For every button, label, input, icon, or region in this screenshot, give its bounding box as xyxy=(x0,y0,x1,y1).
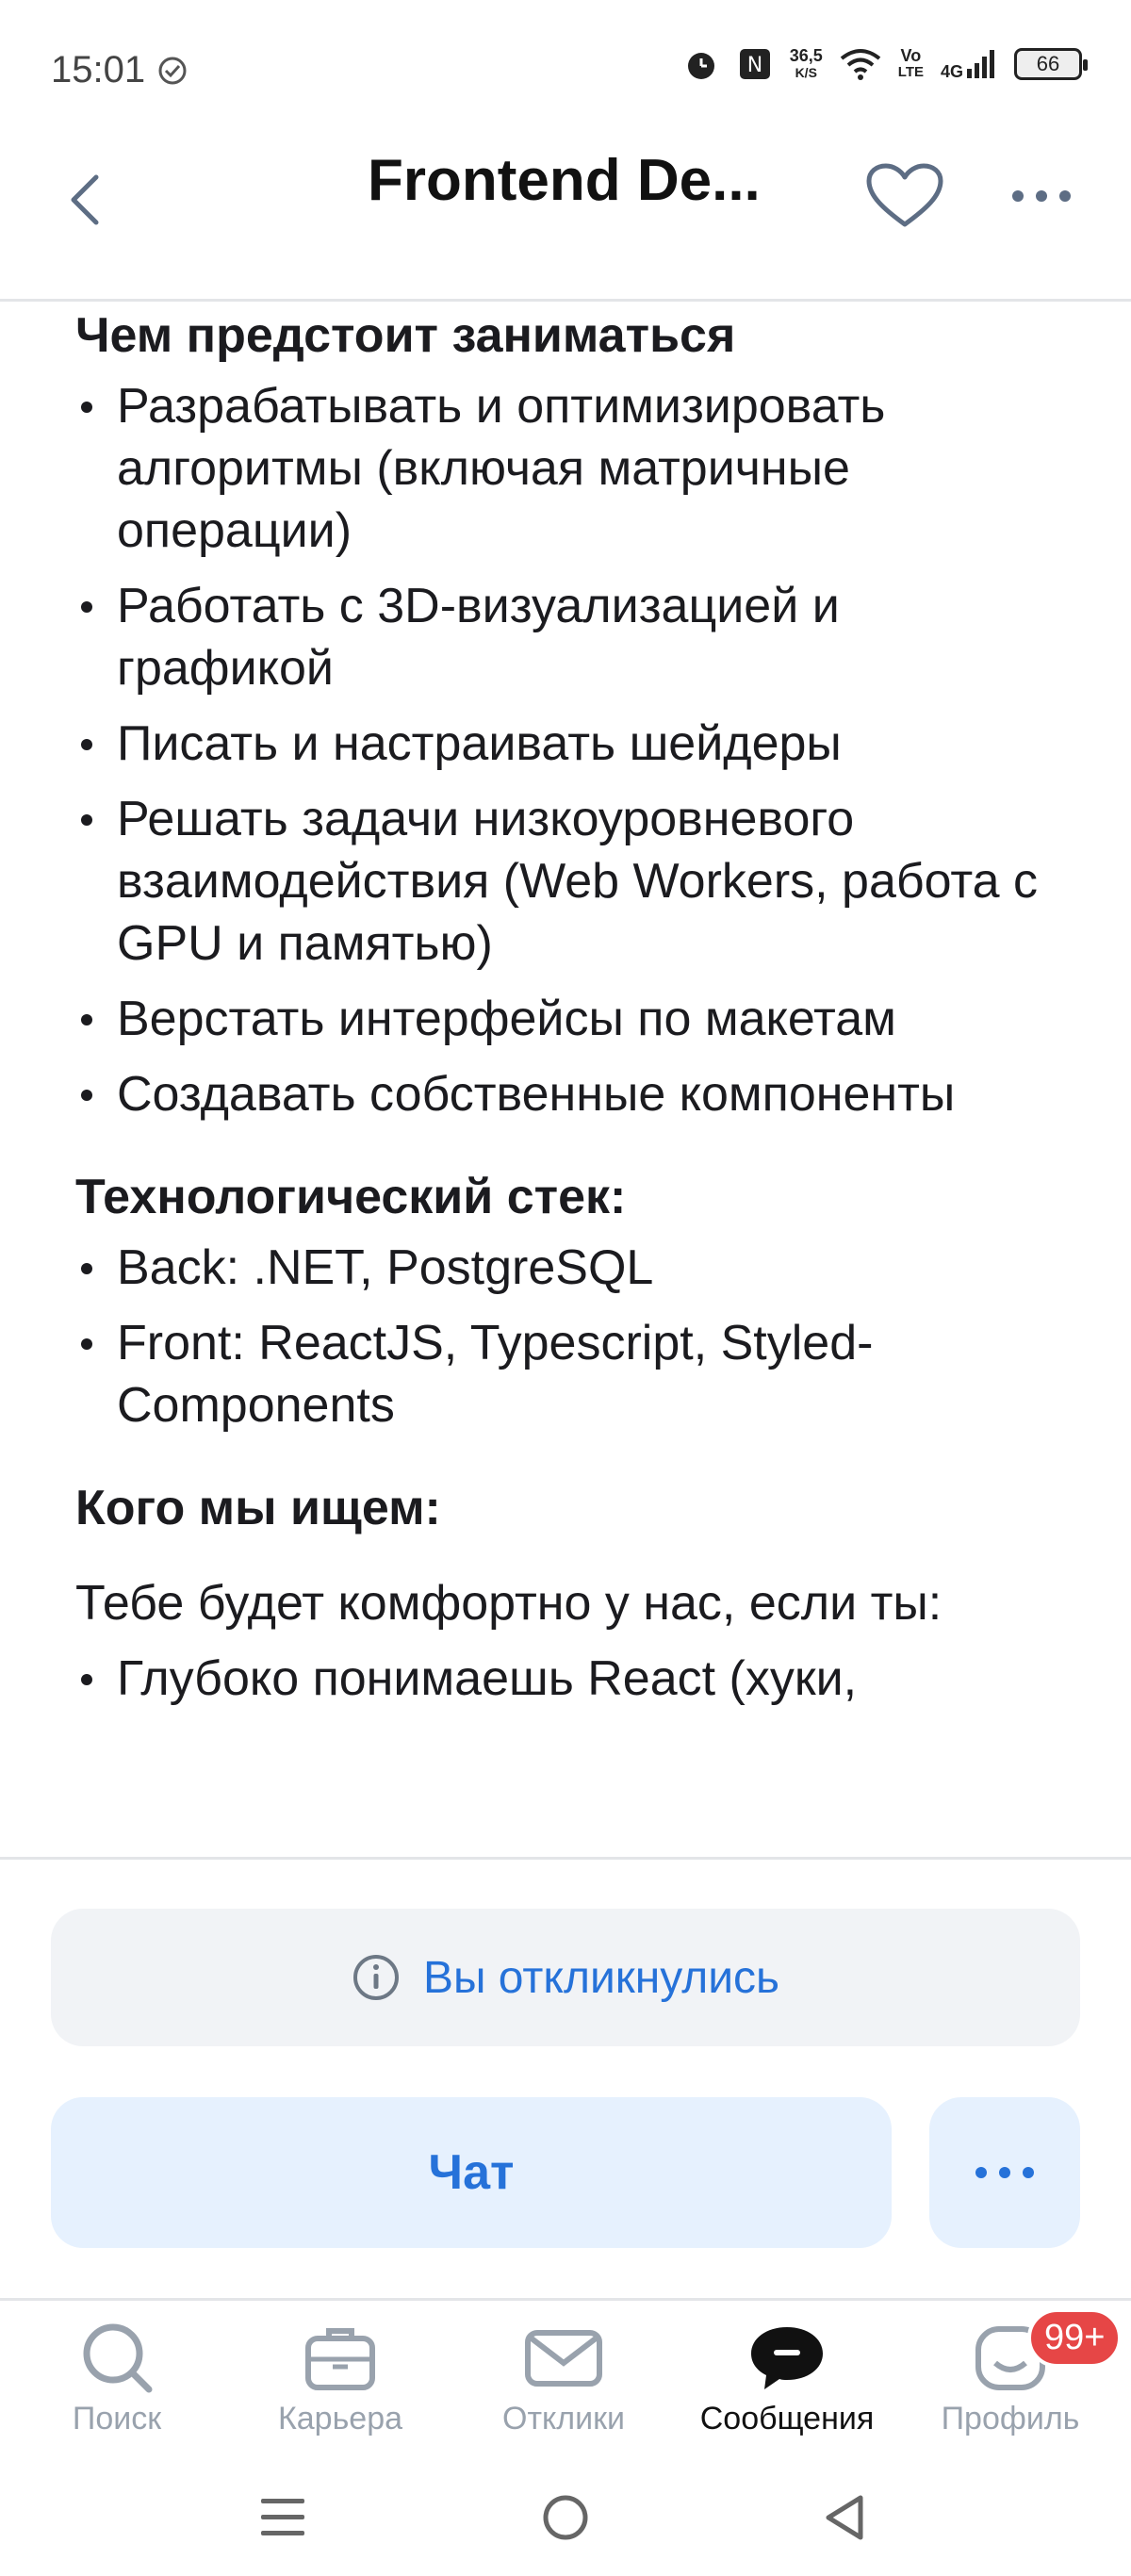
more-options-button[interactable] xyxy=(999,149,1084,243)
signal-icon xyxy=(965,48,997,80)
list-item: Глубоко понимаешь React (хуки, xyxy=(75,1648,1065,1710)
chat-bubble-icon xyxy=(747,2320,827,2395)
menu-icon xyxy=(259,2496,306,2539)
action-panel xyxy=(0,1857,1131,2300)
check-circle-icon xyxy=(156,55,188,87)
tab-profile[interactable] xyxy=(907,2320,1114,2452)
triangle-back-icon xyxy=(823,2493,866,2542)
tab-messages[interactable] xyxy=(683,2320,891,2452)
tab-label: Поиск xyxy=(72,2401,162,2437)
net-speed: 36,5 K/S xyxy=(789,46,823,80)
section-heading-requirements: Кого мы ищем: xyxy=(75,1481,441,1535)
more-horizontal-icon xyxy=(974,2165,1036,2180)
tab-career[interactable] xyxy=(237,2320,444,2452)
nfc-icon xyxy=(737,46,773,82)
more-actions-button[interactable] xyxy=(929,2097,1080,2248)
requirements-intro: Тебе будет комфортно у нас, если ты: xyxy=(75,1576,942,1631)
chevron-left-icon xyxy=(66,172,104,228)
back-button[interactable] xyxy=(57,153,113,247)
bottom-tab-bar xyxy=(0,2298,1131,2458)
heart-icon xyxy=(865,162,944,230)
responded-status-button[interactable] xyxy=(51,1909,1080,2046)
clock-text: 15:01 xyxy=(51,49,146,90)
volte-indicator: Vo LTE xyxy=(897,46,924,80)
home-circle-icon xyxy=(541,2493,590,2542)
status-icons xyxy=(682,45,1082,83)
section-heading-stack: Технологический стек: xyxy=(75,1170,627,1224)
battery-icon: 66 xyxy=(1014,48,1082,80)
vacancy-description[interactable] xyxy=(0,217,1131,1857)
info-icon xyxy=(352,1953,401,2002)
svg-text:N: N xyxy=(746,54,762,77)
tab-label: Отклики xyxy=(502,2401,625,2437)
list-item: Писать и настраивать шейдеры xyxy=(75,713,1065,775)
list-item: Создавать собственные компоненты xyxy=(75,1063,1065,1125)
system-back-button[interactable] xyxy=(807,2485,882,2551)
tab-label: Профиль xyxy=(941,2401,1080,2437)
list-item: Back: .NET, PostgreSQL xyxy=(75,1237,1065,1299)
tab-label: Сообщения xyxy=(699,2401,875,2437)
page-title: Frontend De... xyxy=(368,148,761,213)
tab-label: Карьера xyxy=(277,2401,403,2437)
chat-label: Чат xyxy=(428,2145,515,2200)
notification-badge: 99+ xyxy=(1027,2308,1122,2368)
responded-label: Вы откликнулись xyxy=(422,1952,780,2003)
status-bar xyxy=(0,0,1131,141)
list-item: Решать задачи низкоуровневого взаимодействия (Web Workers, работа с GPU и памятью) xyxy=(75,788,1065,975)
search-icon xyxy=(79,2320,155,2395)
list-item: Front: ReactJS, Typescript, Styled-Components xyxy=(75,1312,1065,1436)
favorite-button[interactable] xyxy=(860,149,950,243)
system-navigation-bar xyxy=(0,2458,1131,2576)
chat-button[interactable] xyxy=(51,2097,892,2248)
requirements-list xyxy=(75,1648,1065,1710)
duties-list xyxy=(75,375,1065,1125)
more-horizontal-icon xyxy=(1008,187,1074,205)
wifi-icon xyxy=(840,47,881,81)
tab-responses[interactable] xyxy=(460,2320,667,2452)
stack-list xyxy=(75,1237,1065,1436)
recent-apps-button[interactable] xyxy=(245,2485,320,2551)
status-time xyxy=(51,49,188,91)
list-item: Разрабатывать и оптимизировать алгоритмы (включая матричные операции) xyxy=(75,375,1065,562)
briefcase-icon xyxy=(303,2320,378,2395)
list-item: Работать с 3D-визуализацией и графикой xyxy=(75,575,1065,699)
section-heading-duties: Чем предстоит заниматься xyxy=(75,308,736,363)
mail-icon xyxy=(524,2320,603,2395)
list-item: Верстать интерфейсы по макетам xyxy=(75,988,1065,1050)
alarm-icon xyxy=(682,45,720,83)
top-app-bar xyxy=(0,123,1131,302)
tab-search[interactable] xyxy=(13,2320,221,2452)
signal-indicator: 4G xyxy=(941,48,997,80)
home-button[interactable] xyxy=(528,2485,603,2551)
